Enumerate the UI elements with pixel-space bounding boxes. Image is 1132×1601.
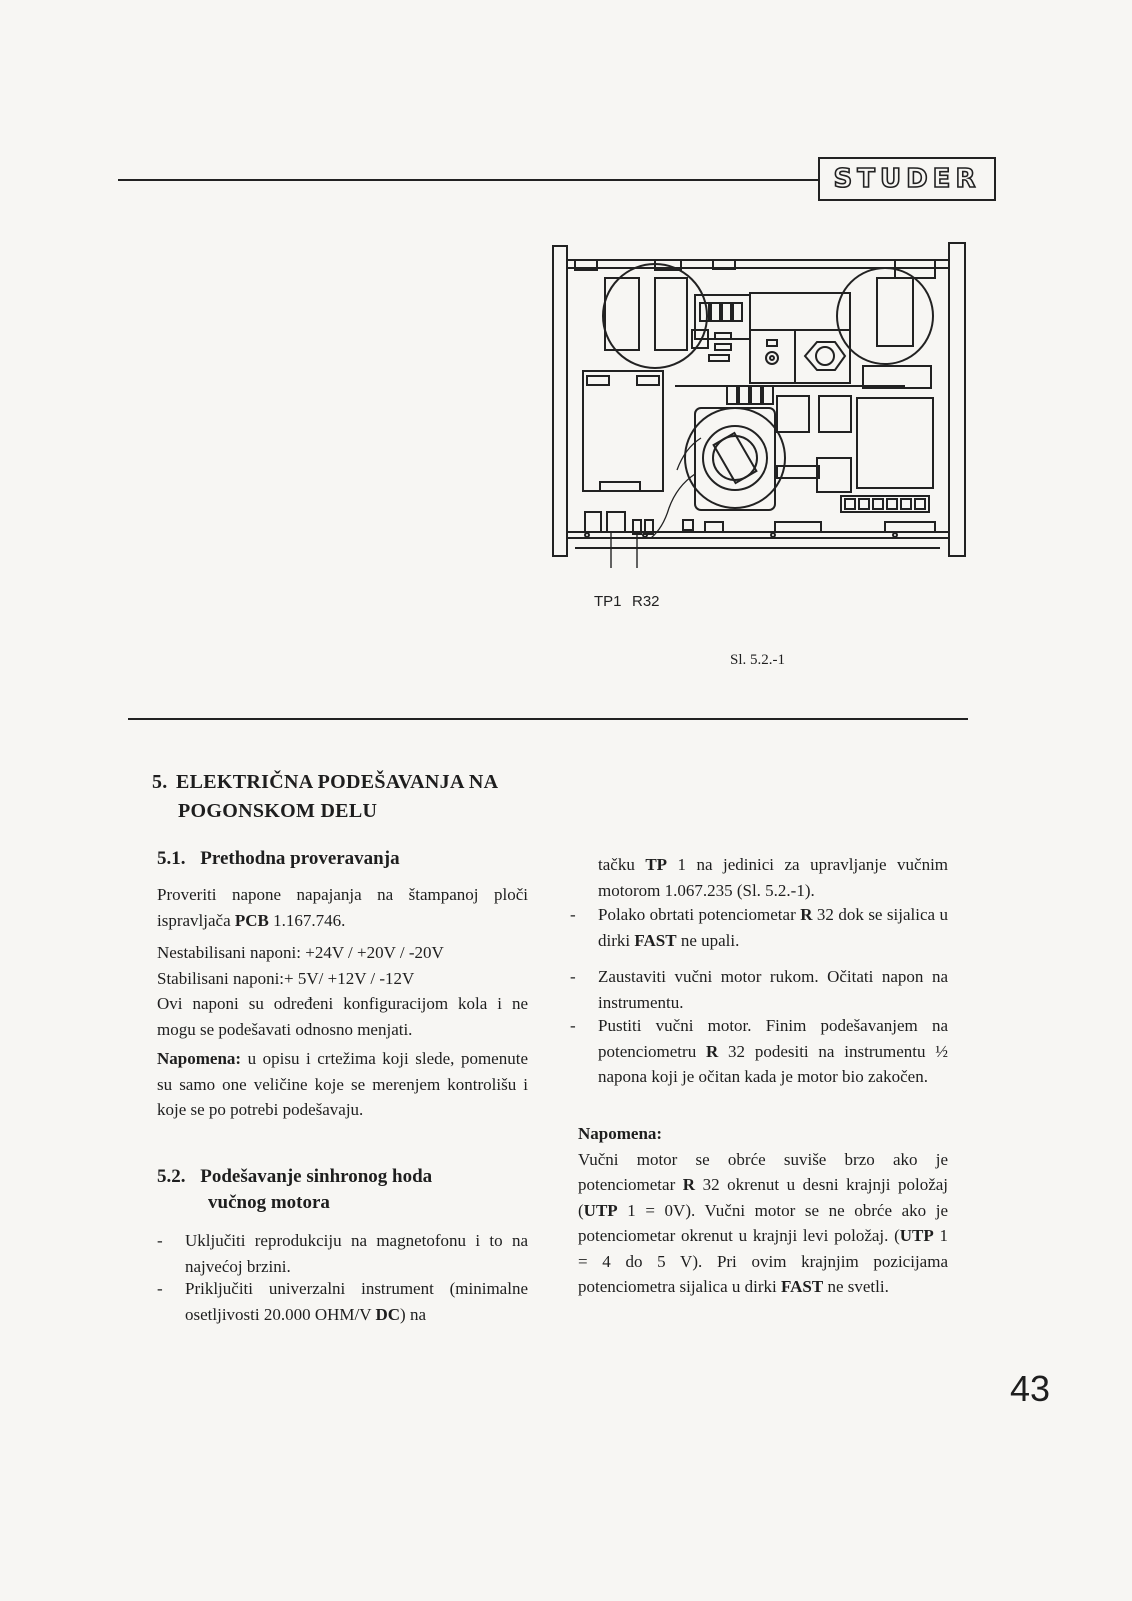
bullet-dash: - [157, 1279, 163, 1298]
section-title-line1: ELEKTRIČNA PODEŠAVANJA NA [176, 771, 499, 793]
bullet-potentiometer [570, 902, 949, 953]
note-1 [157, 1046, 528, 1123]
header-rule [118, 179, 818, 181]
bullet-stop-motor [570, 964, 948, 1015]
bullet-reproduction [157, 1228, 528, 1279]
bullet-dash: - [570, 905, 576, 924]
bullet-dash: - [570, 1016, 576, 1035]
bullet-instrument [157, 1276, 528, 1327]
logo-text: STUDER [833, 164, 981, 194]
note-1-text: u opisu i crtežima koji slede, pomenute su samo one veličine koje se merenjem kontrolišu i koje se po potrebi podešavaju. [157, 1049, 528, 1119]
unstabilized-line: Nestabilisani naponi: +24V / +20V / -20V [157, 943, 444, 962]
paragraph-pcb-text: Proveriti napone napajanja na štampanoj ploči ispravljača [157, 885, 528, 930]
bullet-start-motor-tail: 32 podesiti na instrumentu ½ napona koji je očitan kada je motor bio zakočen. [598, 1041, 949, 1086]
bullet-stop-motor-text: Zaustaviti vučni motor rukom. Očitati napon na instrumentu. [598, 967, 948, 1012]
dc-bold: DC [375, 1304, 401, 1324]
note-2-text-b: 32 okrenut u desni krajnji položaj ( [578, 1175, 949, 1220]
fast-bold: FAST [781, 1277, 824, 1296]
subsection-5-2-line1: Podešavanje sinhronog hoda [200, 1166, 433, 1187]
studer-logo [818, 157, 996, 201]
bullet-start-motor-text: Pustiti vučni motor. Finim podešavanjem na potenciometru [598, 1016, 948, 1061]
label-tp1: TP1 [594, 593, 622, 610]
continuation-text: tačku [598, 855, 635, 874]
pcb-bold: PCB [234, 910, 269, 930]
pcb-number: 1.167.746. [273, 910, 346, 930]
bullet-dash: - [570, 967, 576, 986]
r-bold: R [800, 905, 813, 924]
r-bold: R [705, 1041, 719, 1061]
voltages-note: Ovi naponi su određeni konfiguracijom kola i ne mogu se podešavati odnosno menjati. [157, 994, 528, 1039]
utp-bold: UTP [899, 1226, 934, 1245]
continuation-tp1 [598, 852, 948, 903]
subsection-5-1-number: 5.1. [157, 848, 186, 869]
note-2 [578, 1121, 948, 1300]
bullet-potentiometer-tail: ne upali. [680, 930, 740, 950]
bullet-potentiometer-text: Polako obrtati potenciometar [598, 905, 796, 924]
r-bold: R [682, 1175, 696, 1194]
stabilized-line: Stabilisani naponi:+ 5V/ +12V / -12V [157, 968, 415, 988]
section-title [152, 768, 552, 826]
bullet-instrument-text: Priključiti univerzalni instrument (minimalne osetljivosti 20.000 OHM/V [185, 1279, 528, 1324]
utp-bold: UTP [583, 1200, 618, 1220]
subsection-5-1-text: Prethodna proveravanja [200, 848, 400, 869]
note-2-text-a: Vučni motor se obrće suviše brzo ako je potenciometar [578, 1149, 948, 1194]
bullet-potentiometer-mid: 32 dok se sijalica u dirki [598, 905, 949, 950]
section-rule [128, 718, 968, 720]
fast-bold: FAST [634, 930, 677, 950]
paragraph-pcb [157, 882, 528, 933]
label-r32: R32 [632, 593, 660, 610]
paragraph-voltages [157, 940, 528, 1042]
section-number: 5. [152, 771, 168, 793]
section-title-line2: POGONSKOM DELU [178, 800, 378, 822]
subsection-5-2-title [157, 1164, 432, 1216]
bullet-instrument-tail: ) na [400, 1304, 427, 1324]
note-2-text-d: 1 = 4 do 5 V). Pri ovim krajnjim pozicijama potenciometra sijalica u dirki [578, 1226, 948, 1296]
note-2-text-c: 1 = 0V). Vučni motor se ne obrće ako je potenciometar okrenut u krajnji levi položaj. ( [578, 1200, 949, 1245]
bullet-dash: - [157, 1231, 163, 1250]
subsection-5-2-line2: vučnog motora [208, 1192, 330, 1213]
continuation-tail: 1 na jedinici za upravljanje vučnim motorom 1.067.235 (Sl. 5.2.-1). [598, 855, 949, 900]
tp-bold: TP [645, 855, 668, 874]
note-1-label: Napomena: [157, 1049, 242, 1068]
note-2-label: Napomena: [578, 1124, 663, 1143]
subsection-5-2-number: 5.2. [157, 1166, 186, 1187]
figure-caption: Sl. 5.2.-1 [730, 652, 786, 668]
bullet-reproduction-text: Uključiti reprodukciju na magnetofonu i to na najvećoj brzini. [185, 1231, 528, 1276]
note-2-text-e: ne svetli. [827, 1277, 889, 1296]
page-number: 43 [1010, 1368, 1051, 1409]
bullet-start-motor [570, 1013, 949, 1090]
chassis-diagram [545, 238, 985, 568]
subsection-5-1-title [157, 846, 400, 872]
